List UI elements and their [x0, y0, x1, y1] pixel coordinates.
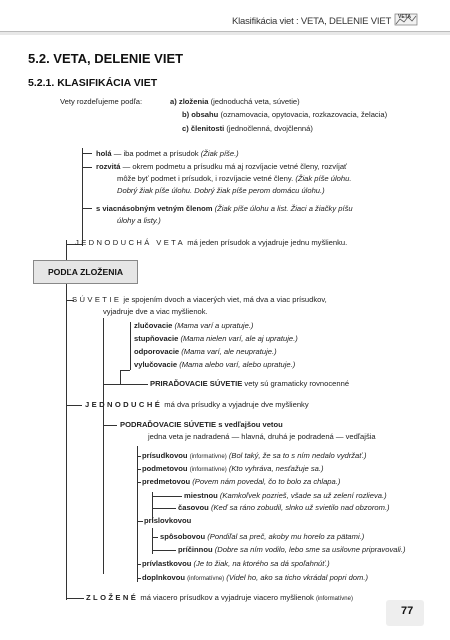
veta-logo-icon	[394, 10, 420, 26]
vedl-doplnkova: doplnkovou (informatívne) (Videl ho, ako sa ticho vkrádal popri dom.)	[142, 573, 368, 582]
branch-hola	[82, 153, 92, 154]
suvetie-2: vyjadruje dve a viac myšlienok.	[103, 307, 208, 316]
jednoducha-veta: JEDNODUCHÁ VETA má jeden prísudok a vyjadruje jednu myšlienku.	[75, 238, 348, 247]
branch-v3	[152, 496, 182, 497]
vedl-pricinna: príčinnou (Dobre sa ním vodilo, lebo sme sa usilovne pripravovali.)	[178, 545, 406, 554]
vedl-podmetova: podmetovou (informatívne) (Kto vyhráva, nesťažuje sa.)	[142, 464, 324, 473]
prir-type-1: zlučovacie (Mama varí a upratuje.)	[134, 321, 254, 330]
branch-prir-types	[120, 370, 130, 371]
podradovacie-suvetie: PODRAĎOVACIE SÚVETIE s vedľajšou vetou	[120, 420, 283, 429]
branch-priradovacie	[103, 384, 148, 385]
jv-rozvita-3: Dobrý žiak píše úlohu. Dobrý žiak píše perom domácu úlohu.)	[117, 186, 325, 195]
jv-hola: holá — iba podmet a prísudok (Žiak píše.)	[96, 149, 239, 158]
branch-jednoduche	[66, 405, 82, 406]
branch-v4	[152, 508, 176, 509]
prir-connector	[120, 370, 121, 384]
vedl-predmetova: predmetovou (Povem nám povedal, čo to bolo za chlapa.)	[142, 477, 341, 486]
running-header: Klasifikácia viet : VETA, DELENIE VIET	[232, 16, 392, 27]
branch-podradovacie	[103, 425, 117, 426]
bracket-line-vedl	[137, 446, 138, 582]
branch-zlozene	[66, 598, 84, 599]
jv-viac-2: úlohy a listy.)	[117, 216, 161, 225]
vedl-miestna: miestnou (Kamkoľvek pozrieš, všade sa už zelení rozlieva.)	[184, 491, 387, 500]
podradovacie-desc: jedna veta je nadradená — hlavná, druhá je podradená — vedľajšia	[148, 432, 376, 441]
prir-type-3: odporovacie (Mama varí, ale neupratuje.)	[134, 347, 277, 356]
intro-item-b: b) obsahu (oznamovacia, opytovacia, rozkazovacia, želacia)	[182, 110, 388, 119]
branch-v9	[137, 578, 141, 579]
page-number: 77	[401, 605, 414, 617]
prir-type-2: stupňovacie (Mama nielen varí, ale aj upratuje.)	[134, 334, 298, 343]
suvetie-trunk-line	[103, 318, 104, 574]
bracket-line-prir	[130, 322, 131, 370]
subsection-title: 5.2.1. KLASIFIKÁCIA VIET	[28, 77, 158, 89]
podla-zlozenia-box: PODĽA ZLOŽENIA	[33, 260, 138, 284]
bracket-line-jv	[82, 148, 83, 246]
vedl-casova: časovou (Keď sa ráno zobudil, slnko už svietilo nad obzorom.)	[178, 503, 390, 512]
branch-v0	[137, 456, 141, 457]
vedl-prisudkova: prísudkovou (informatívne) (Bol taký, že sa to s ním nedalo vydržať.)	[142, 451, 367, 460]
jv-rozvita-1: rozvitá — okrem podmetu a prísudku má aj rozvíjacie vetné členy, rozvíjať	[96, 162, 347, 171]
branch-viac	[82, 208, 92, 209]
main-trunk-line	[66, 240, 67, 600]
svg-text:VETA: VETA	[398, 14, 411, 20]
prir-type-4: vylučovacie (Mama alebo varí, alebo upratuje.)	[134, 360, 296, 369]
intro-item-c: c) členitosti (jednočlenná, dvojčlenná)	[182, 124, 313, 133]
zlozene-suvetie: ZLOŽENÉ má viacero prísudkov a vyjadruje viacero myšlienok (informatívne)	[86, 593, 353, 602]
branch-v1	[137, 469, 141, 470]
header-band	[0, 32, 450, 35]
branch-v5	[137, 521, 143, 522]
branch-v7	[152, 550, 176, 551]
section-title: 5.2. VETA, DELENIE VIET	[28, 51, 184, 66]
intro-lead: Vety rozdeľujeme podľa:	[60, 97, 143, 106]
jv-viac-1: s viacnásobným vetným členom (Žiak píše úlohu a list. Žiaci a žiačky píšu	[96, 204, 353, 213]
branch-v8	[137, 564, 141, 565]
branch-rozvita	[82, 167, 92, 168]
jv-rozvita-2: môže byť podmet i prísudok, i rozvíjacie vetné členy. (Žiak píše úlohu.	[117, 174, 352, 183]
branch-v2	[137, 482, 141, 483]
suvetie-1: SÚVETIE je spojením dvoch a viacerých viet, má dva a viac prísudkov,	[72, 295, 327, 304]
priradovacie-suvetie: PRIRAĎOVACIE SÚVETIE vety sú gramaticky rovnocenné	[150, 379, 350, 388]
vedl-privlastkova: prívlastkovou (Je to žiak, na ktorého sa dá spoľahnúť.)	[142, 559, 330, 568]
branch-v6	[152, 537, 158, 538]
vedl-prislovkova: príslovkovou	[144, 516, 192, 525]
vedl-sposobova: spôsobovou (Pondiľal sa preč, akoby mu horelo za pätami.)	[160, 532, 365, 541]
jednoduche-suvetie: JEDNODUCHÉ má dva prísudky a vyjadruje dve myšlienky	[85, 400, 309, 409]
intro-item-a: a) zloženia (jednoduchá veta, súvetie)	[170, 97, 300, 106]
